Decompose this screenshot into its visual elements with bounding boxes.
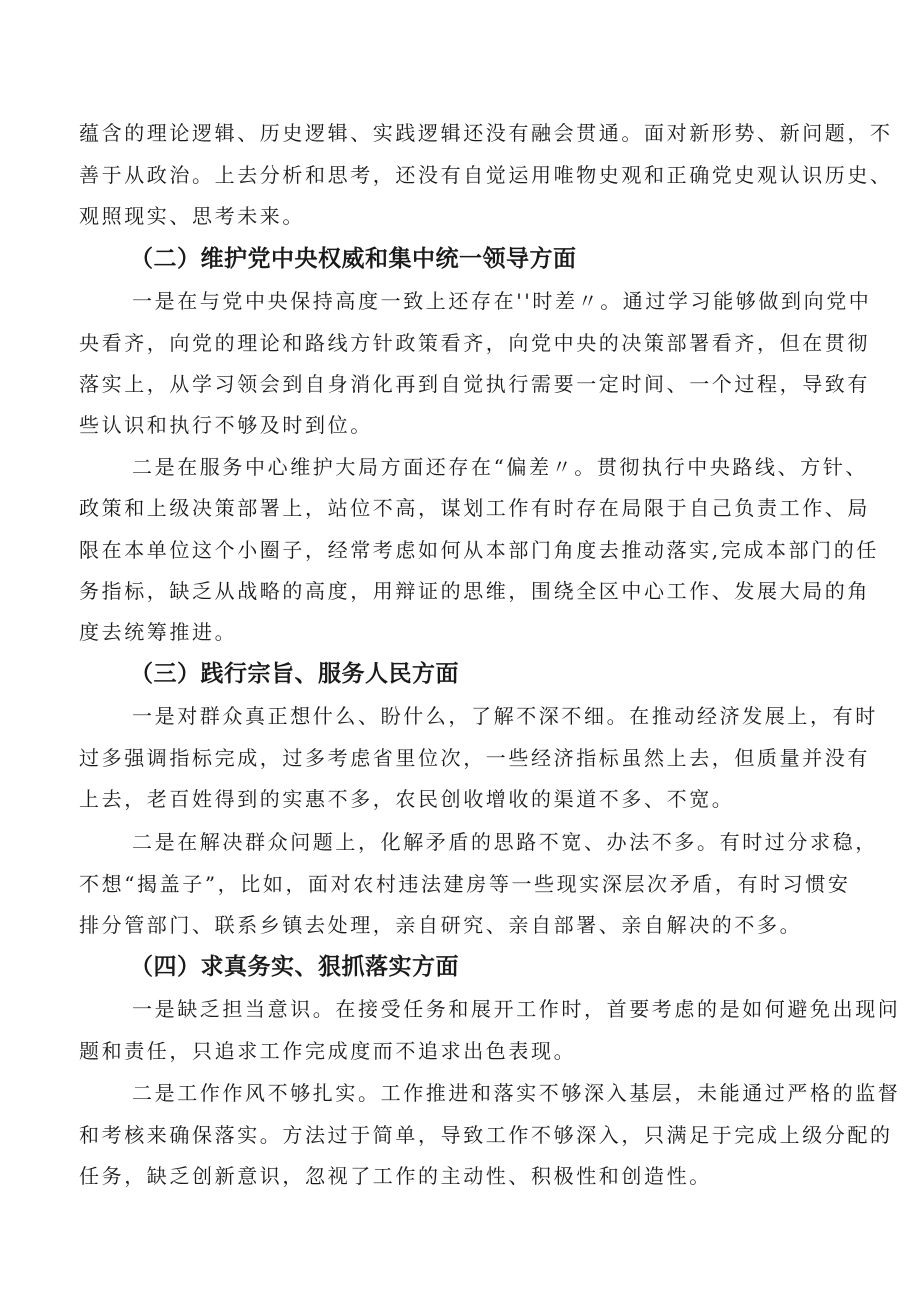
paragraph-line: 政策和上级决策部署上，站位不高，谋划工作有时存在局限于自己负责工作、局: [79, 496, 870, 520]
paragraph-line: 不想“揭盖子”，比如，面对农村违法建房等一些现实深层次矛盾，有时习惯安: [79, 872, 851, 896]
paragraph-line: 和考核来确保落实。方法过于简单，导致工作不够深入，只满足于完成上级分配的: [79, 1123, 893, 1147]
section-heading: （四）求真务实、狠抓落实方面: [130, 954, 459, 980]
paragraph-line: 一是对群众真正想什么、盼什么，了解不深不细。在推动经济发展上，有时: [132, 704, 878, 728]
paragraph-line: 题和责任，只追求工作完成度而不追求出色表现。: [79, 1039, 577, 1063]
paragraph-line: 务指标，缺乏从战略的高度，用辩证的思维，围绕全区中心工作、发展大局的角: [79, 579, 870, 603]
section-heading: （三）践行宗旨、服务人民方面: [130, 661, 459, 687]
paragraph-line: 度去统筹推进。: [79, 620, 238, 644]
paragraph-line: 落实上，从学习领会到自身消化再到自觉执行需要一定时间、一个过程，导致有: [79, 372, 870, 396]
section-heading: （二）维护党中央权威和集中统一领导方面: [130, 246, 577, 272]
paragraph-line: 二是工作作风不够扎实。工作推进和落实不够深入基层，未能通过严格的监督: [132, 1081, 901, 1105]
paragraph-line: 二是在服务中心维护大局方面还存在“偏差〃。贯彻执行中央路线、方针、: [132, 455, 869, 479]
paragraph-line: 限在本单位这个小圈子，经常考虑如何从本部门角度去推动落实,完成本部门的任: [79, 538, 879, 562]
paragraph-line: 央看齐，向党的理论和路线方针政策看齐，向党中央的决策部署看齐，但在贯彻: [79, 331, 870, 355]
paragraph-line: 一是缺乏担当意识。在接受任务和展开工作时，首要考虑的是如何避免出现问: [132, 997, 901, 1021]
paragraph-line: 蕴含的理论逻辑、历史逻辑、实践逻辑还没有融会贯通。面对新形势、新问题，不: [79, 121, 893, 145]
paragraph-line: 过多强调指标完成，过多考虑省里位次，一些经济指标虽然上去，但质量并没有: [79, 746, 870, 770]
paragraph-line: 排分管部门、联系乡镇去处理，亲自研究、亲自部署、亲自解决的不多。: [79, 913, 803, 937]
paragraph-line: 二是在解决群众问题上，化解矛盾的思路不宽、办法不多。有时过分求稳，: [132, 830, 878, 854]
paragraph-line: 一是在与党中央保持高度一致上还存在''时差〃。通过学习能够做到向党中: [132, 289, 872, 313]
paragraph-line: 任务，缺乏创新意识，忽视了工作的主动性、积极性和创造性。: [79, 1164, 712, 1188]
paragraph-line: 些认识和执行不够及时到位。: [79, 413, 373, 437]
paragraph-line: 善于从政治。上去分析和思考，还没有自觉运用唯物史观和正确党史观认识历史、: [79, 163, 893, 187]
paragraph-line: 上去，老百姓得到的实惠不多，农民创收增收的渠道不多、不宽。: [79, 787, 735, 811]
paragraph-line: 观照现实、思考未来。: [79, 204, 305, 228]
